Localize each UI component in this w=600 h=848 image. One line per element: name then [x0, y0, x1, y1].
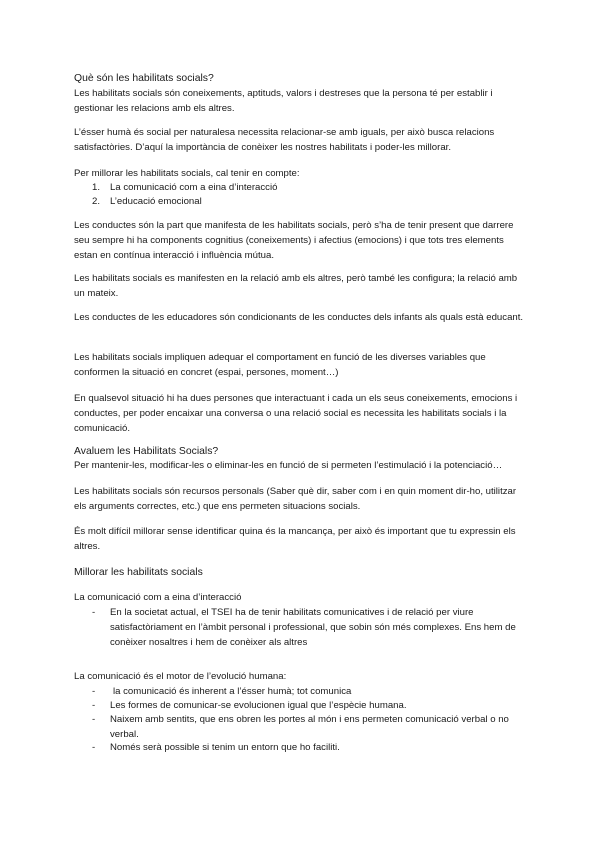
- paragraph-definition: Les habilitats socials són coneixements, aptituds, valors i destreses que la persona té per establir i gestionar les relacions amb els altres.: [74, 88, 493, 114]
- bullet-text: la comunicació és inherent a l’ésser humà; tot comunica: [113, 686, 352, 697]
- list-number: 1.: [92, 182, 101, 193]
- paragraph-conducts: Les conductes són la part que manifesta de les habilitats socials, però s’ha de tenir present que darrere seu sempre hi ha components cognitius (coneixements) i afectius (emocions) i que tots tres elements estan en contínua interacció i influència mútua.: [74, 220, 514, 261]
- bullet-dash: -: [92, 714, 96, 725]
- paragraph-communication-motor: La comunicació és el motor de l’evolució humana:: [74, 671, 287, 682]
- heading-what-are-social-skills: Què són les habilitats socials?: [74, 73, 214, 84]
- bullet-dash: -: [92, 686, 96, 697]
- bullet-text: Naixem amb sentits, que ens obren les portes al món i ens permeten comunicació verbal o no verbal.: [110, 714, 509, 740]
- paragraph-improve-intro: Per millorar les habilitats socials, cal tenir en compte:: [74, 168, 300, 179]
- paragraph-any-situation: En qualsevol situació hi ha dues persones que interactuant i cada un els seus coneixements, emocions i conductes, per poder encaixar una conversa o una relació social es necessita les habilitats socials i la comunicació.: [74, 393, 518, 434]
- paragraph-social-nature: L’ésser humà és social per naturalesa necessita relacionar-se amb iguals, per això busca relacions satisfactòries. D’aquí la importància de conèixer les nostres habilitats i poder-les millorar.: [74, 127, 495, 153]
- bullet-text: Només serà possible si tenim un entorn que ho faciliti.: [110, 742, 340, 753]
- list-item: L’educació emocional: [110, 196, 202, 207]
- paragraph-maintain: Per mantenir-les, modificar-les o eliminar-les en funció de si permeten l’estimulació i la potenciació…: [74, 460, 503, 471]
- subheading-communication-tool: La comunicació com a eina d’interacció: [74, 592, 242, 603]
- bullet-dash: -: [92, 742, 96, 753]
- bullet-dash: -: [92, 700, 96, 711]
- list-number: 2.: [92, 196, 101, 207]
- paragraph-difficult-improve: És molt difícil millorar sense identificar quina és la mancança, per això és important que tu expressin els altres.: [74, 526, 516, 552]
- bullet-text: Les formes de comunicar-se evolucionen igual que l’espècie humana.: [110, 700, 407, 711]
- paragraph-educators: Les conductes de les educadores són condicionants de les conductes dels infants als quals està educant.: [74, 312, 524, 323]
- list-item: La comunicació com a eina d’interacció: [110, 182, 278, 193]
- heading-evaluate-social-skills: Avaluem les Habilitats Socials?: [74, 446, 219, 457]
- bullet-dash: -: [92, 607, 96, 618]
- paragraph-personal-resources: Les habilitats socials són recursos personals (Saber què dir, saber com i en quin moment dir-ho, utilitzar els arguments correctes, etc.) que ens permeten situacions socials.: [74, 486, 517, 512]
- bullet-text: En la societat actual, el TSEI ha de tenir habilitats comunicatives i de relació per viure satisfactòriament en l’àmbit personal i professional, que sobin són més complexes. Ens hem de conèixer nosaltres i hem de conèixer als altres: [110, 607, 516, 648]
- paragraph-adapt-behaviour: Les habilitats socials impliquen adequar el comportament en funció de les diverses variables que conformen la situació en concret (espai, persones, moment…): [74, 352, 486, 378]
- paragraph-manifest: Les habilitats socials es manifesten en la relació amb els altres, però també les configura; la relació amb un mateix.: [74, 273, 518, 299]
- heading-improve-social-skills: Millorar les habilitats socials: [74, 567, 203, 578]
